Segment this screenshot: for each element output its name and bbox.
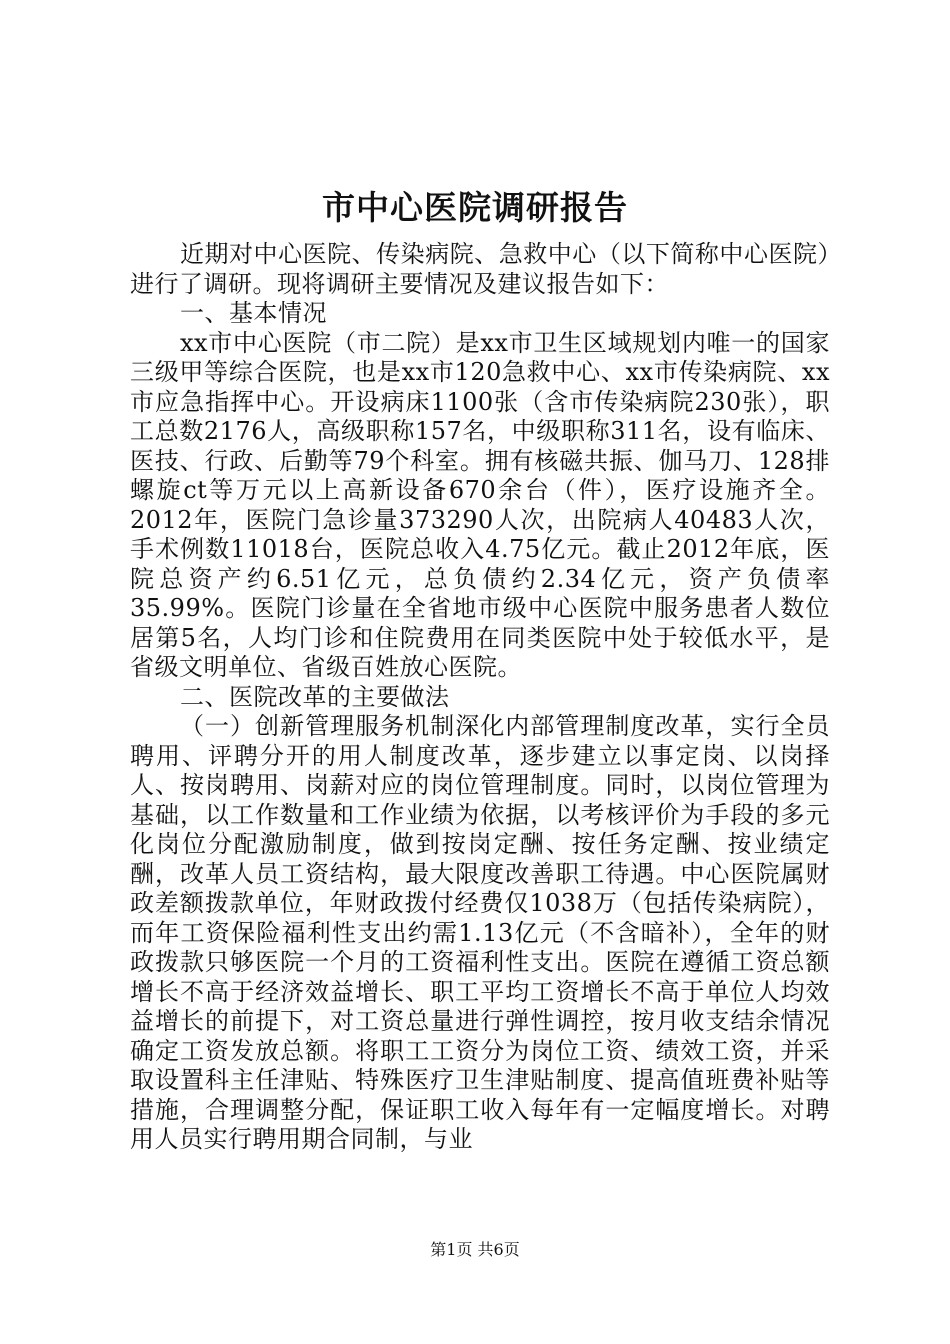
section-heading-reform: 二、医院改革的主要做法: [180, 682, 450, 711]
section-heading-basic-info: 一、基本情况: [180, 299, 327, 327]
basic-info-paragraph: xx市中心医院（市二院）是xx市卫生区域规划内唯一的国家三级甲等综合医院，也是xx市120急救中心、xx市传染病院、xx市应急指挥中心。开设病床1100张（含市传染病院230张），职工总数2176人，高级职称157名，中级职称311名，设有临床、医技、行政、后勤等79个科室。拥有核磁共振、伽马刀、128排螺旋ct等万元以上高新设备670余台（件），医疗设施齐全。2012年，医院门急诊量373290人次，出院病人40483人次，手术例数11018台，医院总收入4.75亿元。截止2012年底，医院总资产约6.51亿元，总负债约2.34亿元，资产负债率35.99%。医院门诊量在全省地市级中心医院中服务患者人数位居第5名，人均门诊和住院费用在同类医院中处于较低水平，是省级文明单位、省级百姓放心医院。: [130, 328, 830, 681]
document-body: [130, 240, 830, 1155]
intro-paragraph: 近期对中心医院、传染病院、急救中心（以下简称中心医院）进行了调研。现将调研主要情况及建议报告如下：: [130, 240, 830, 298]
reform-paragraph: （一）创新管理服务机制深化内部管理制度改革，实行全员聘用、评聘分开的用人制度改革，逐步建立以事定岗、以岗择人、按岗聘用、岗薪对应的岗位管理制度。同时，以岗位管理为基础，以工作数量和工作业绩为依据，以考核评价为手段的多元化岗位分配激励制度，做到按岗定酬、按任务定酬、按业绩定酬，改革人员工资结构，最大限度改善职工待遇。中心医院属财政差额拨款单位，年财政拨付经费仅1038万（包括传染病院），而年工资保险福利性支出约需1.13亿元（不含暗补），全年的财政拨款只够医院一个月的工资福利性支出。医院在遵循工资总额增长不高于经济效益增长、职工平均工资增长不高于单位人均效益增长的前提下，对工资总量进行弹性调控，按月收支结余情况确定工资发放总额。将职工工资分为岗位工资、绩效工资，并采取设置科主任津贴、特殊医疗卫生津贴制度、提高值班费补贴等措施，合理调整分配，保证职工收入每年有一定幅度增长。对聘用人员实行聘用期合同制，与业: [130, 712, 830, 1153]
document-title: 市中心医院调研报告: [322, 188, 628, 227]
page-footer: 第1页 共6页: [430, 1240, 520, 1259]
